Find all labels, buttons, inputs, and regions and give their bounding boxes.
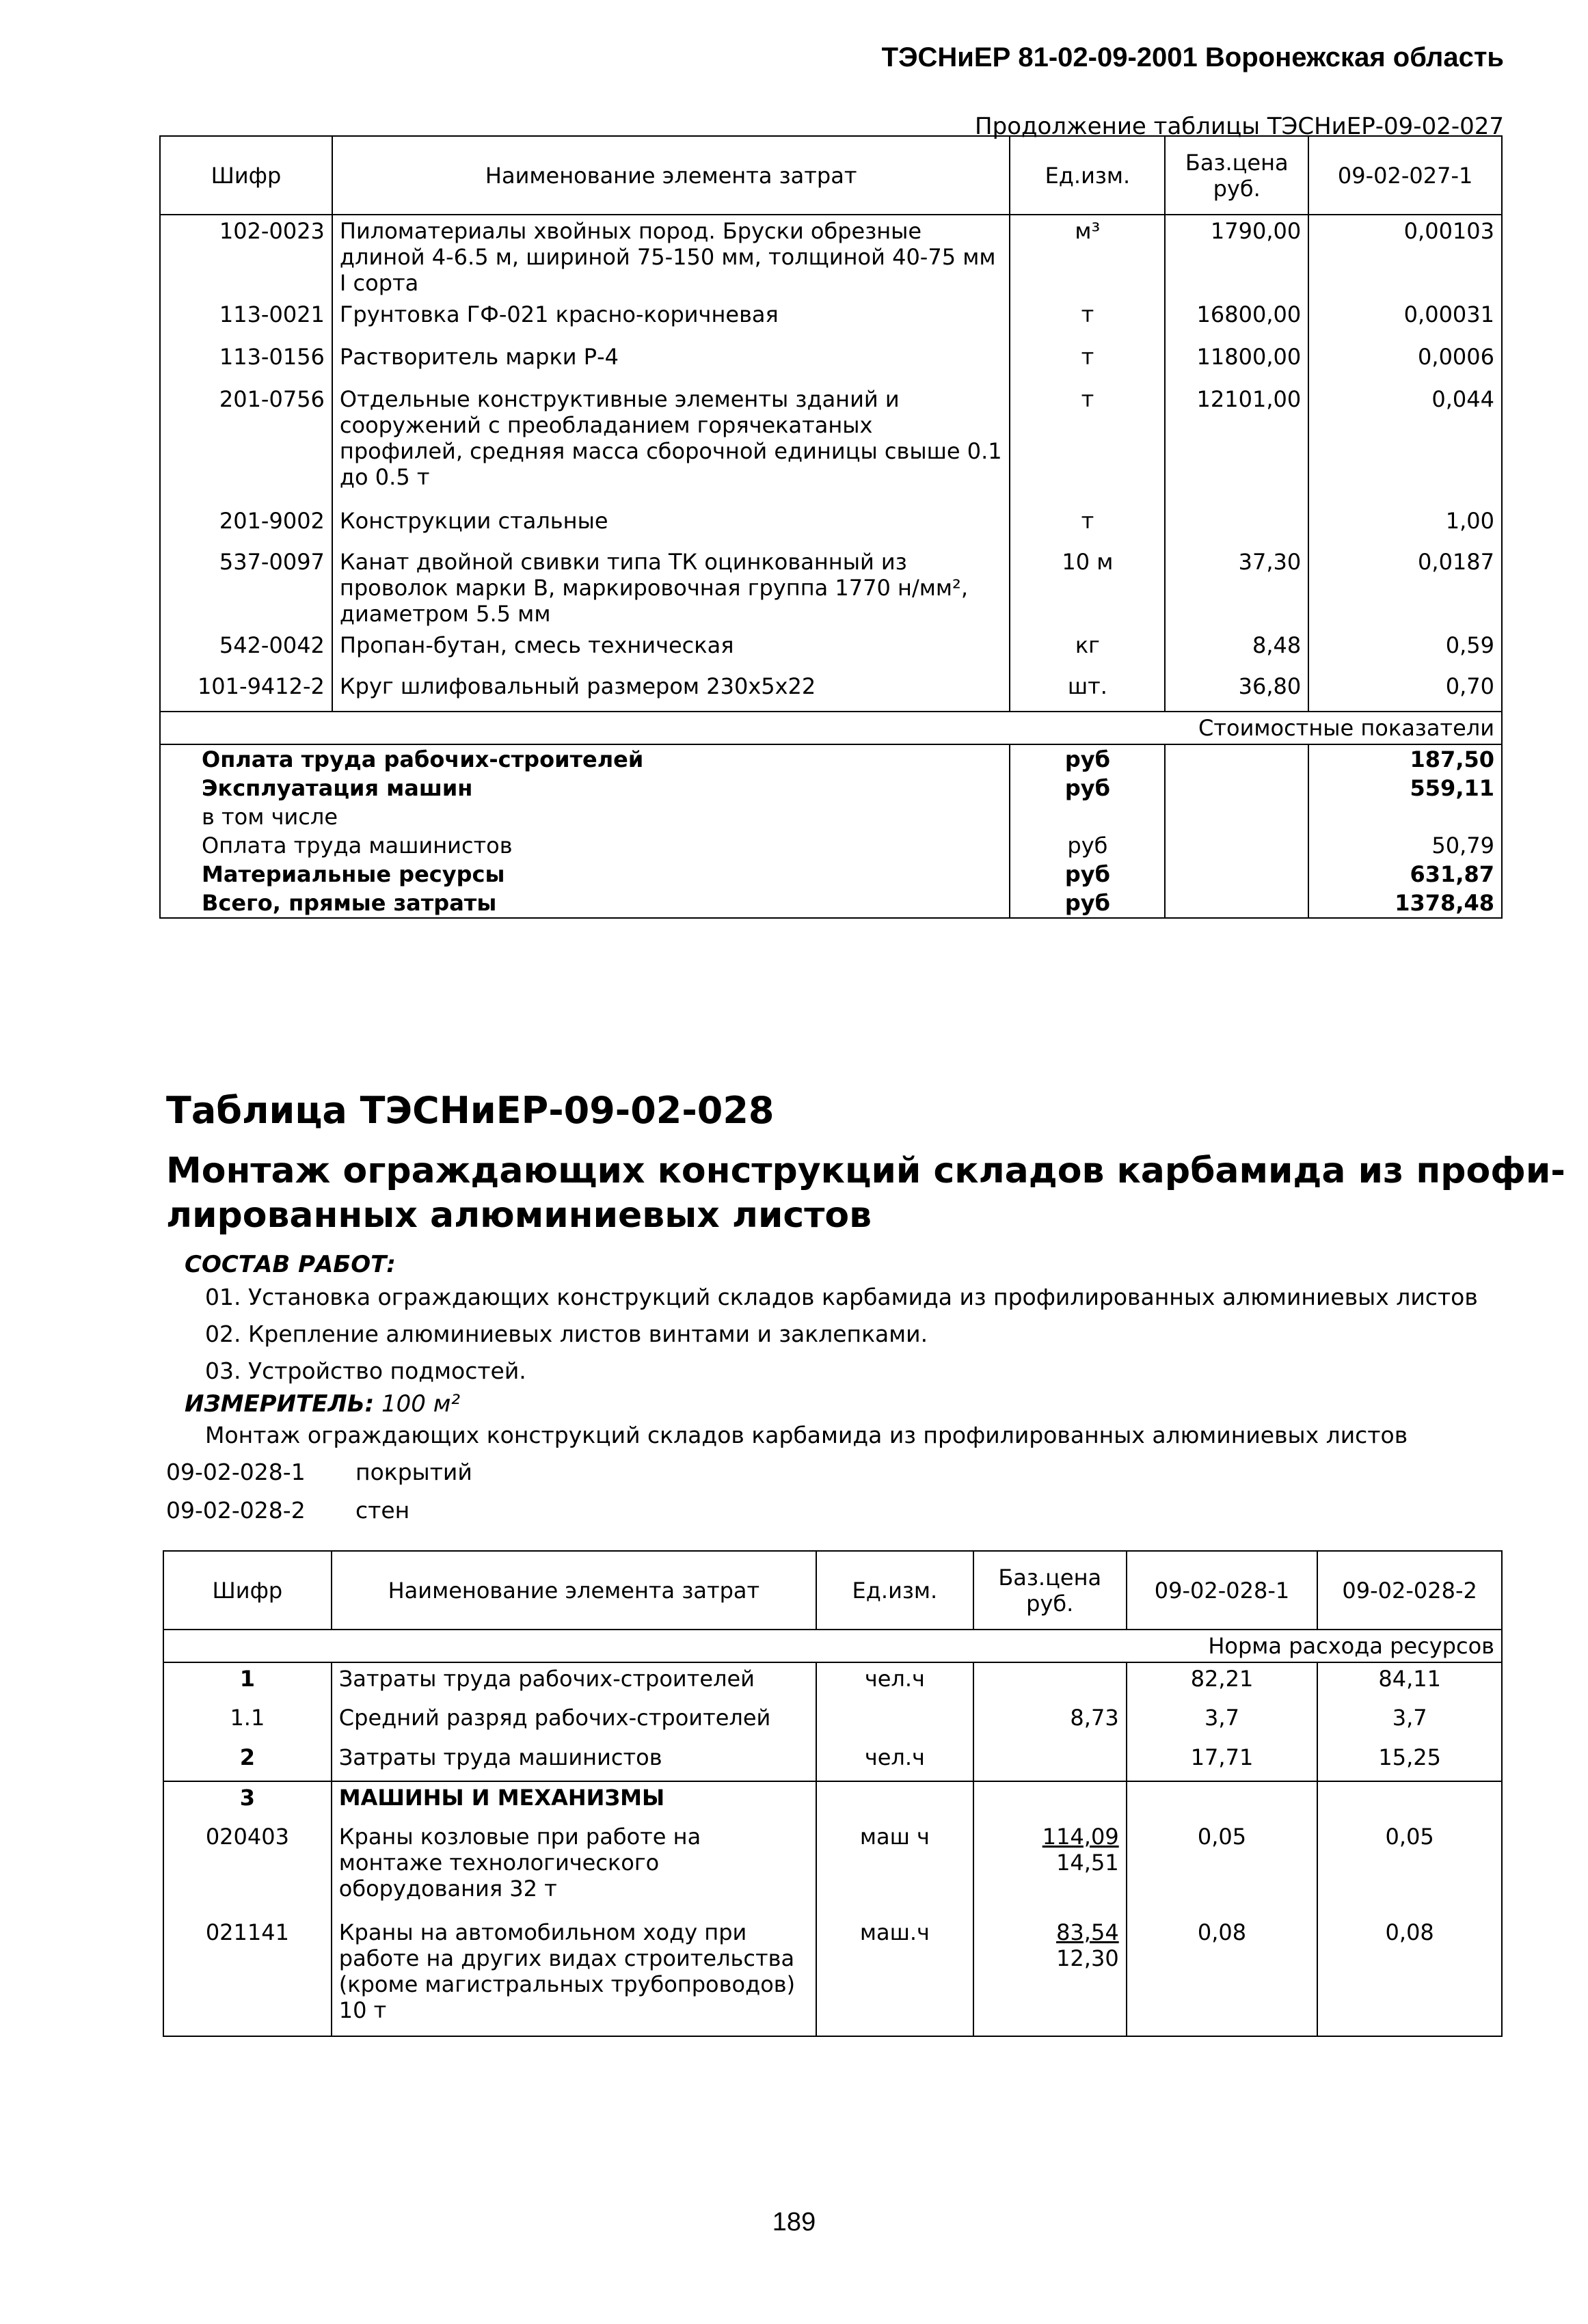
column-header: 09-02-028-2 (1317, 1551, 1502, 1630)
row-code: 1.1 (163, 1702, 332, 1742)
table-row (160, 546, 1502, 630)
row-unit: шт. (1010, 671, 1165, 712)
row-code: 101-9412-2 (160, 671, 332, 712)
row-code: 542-0042 (160, 630, 332, 671)
variant-name: стен (355, 1497, 410, 1524)
row-unit: м³ (1010, 215, 1165, 299)
row-code: 113-0156 (160, 341, 332, 383)
column-header: Шифр (160, 136, 332, 215)
row-value-1: 3,7 (1127, 1702, 1318, 1742)
row-price: 11800,00 (1165, 341, 1308, 383)
row-name: Конструкции стальные (332, 505, 1010, 546)
row-code: 021141 (163, 1917, 332, 2036)
row-unit: чел.ч (816, 1662, 973, 1702)
summary-label: в том числе (160, 802, 1010, 831)
row-price-labor: 12,30 (1056, 1945, 1119, 1971)
work-composition-label: СОСТАВ РАБОТ: (185, 1251, 396, 1278)
row-value-1: 82,21 (1127, 1662, 1318, 1702)
summary-label: Эксплуатация машин (160, 774, 1010, 802)
row-price: 8,48 (1165, 630, 1308, 671)
row-value-1: 0,05 (1127, 1821, 1318, 1917)
row-unit: маш.ч (816, 1917, 973, 2036)
row-name: Канат двойной свивки типа ТК оцинкованный из проволок марки В, маркировочная группа 1770 н/мм², диаметром 5.5 мм (332, 546, 1010, 630)
variant-name: покрытий (355, 1459, 472, 1485)
row-unit: т (1010, 505, 1165, 546)
row-value-2: 84,11 (1317, 1662, 1502, 1702)
table-row (160, 630, 1502, 671)
column-header: Наименование элемента затрат (332, 1551, 816, 1630)
continuation-caption: Продолжение таблицы ТЭСНиЕР-09-02-027 (975, 113, 1504, 140)
row-norm: 0,0006 (1308, 341, 1502, 383)
row-name: Отдельные конструктивные элементы зданий и сооружений с преобладанием горячекатаных профилей, средняя масса сборочной единицы свыше 0.1 до 0.5 т (332, 383, 1010, 505)
row-name: МАШИНЫ И МЕХАНИЗМЫ (332, 1781, 816, 1821)
row-norm: 0,00031 (1308, 299, 1502, 341)
summary-row (160, 831, 1502, 860)
variant-code: 09-02-028-1 (166, 1459, 306, 1485)
table-row (163, 1781, 1502, 1821)
row-code: 2 (163, 1742, 332, 1781)
row-value-2: 15,25 (1317, 1742, 1502, 1781)
section-title-line-2: лированных алюминиевых листов (166, 1195, 872, 1236)
summary-label: Материальные ресурсы (160, 860, 1010, 889)
summary-unit: руб (1010, 860, 1165, 889)
column-header: Баз.цена руб. (973, 1551, 1127, 1630)
row-price-cell (973, 1917, 1127, 2036)
work-item: 03. Устройство подмостей. (205, 1357, 526, 1384)
summary-unit: руб (1010, 889, 1165, 918)
cost-header-row (160, 712, 1502, 744)
row-norm: 0,70 (1308, 671, 1502, 712)
row-value-2: 0,05 (1317, 1821, 1502, 1917)
meter-value: 100 м² (381, 1390, 461, 1418)
table-row (163, 1917, 1502, 2036)
summary-unit: руб (1010, 831, 1165, 860)
row-price: 36,80 (1165, 671, 1308, 712)
summary-unit: руб (1010, 774, 1165, 802)
row-name: Затраты труда машинистов (332, 1742, 816, 1781)
row-price: 83,54 (1056, 1919, 1119, 1945)
meter-line (185, 1390, 460, 1418)
row-code: 201-0756 (160, 383, 332, 505)
table-row (160, 671, 1502, 712)
summary-label: Оплата труда машинистов (160, 831, 1010, 860)
summary-unit: руб (1010, 744, 1165, 774)
row-code: 113-0021 (160, 299, 332, 341)
row-norm: 0,00103 (1308, 215, 1502, 299)
summary-row (160, 744, 1502, 774)
summary-row (160, 774, 1502, 802)
row-name: Пропан-бутан, смесь техническая (332, 630, 1010, 671)
row-unit: чел.ч (816, 1742, 973, 1781)
row-code: 201-9002 (160, 505, 332, 546)
summary-row (160, 860, 1502, 889)
table-row (160, 505, 1502, 546)
row-norm: 0,044 (1308, 383, 1502, 505)
row-value-2: 0,08 (1317, 1917, 1502, 2036)
cost-indicators-header: Стоимостные показатели (1165, 712, 1502, 744)
table-row (160, 215, 1502, 299)
summary-value (1308, 802, 1502, 831)
row-code: 1 (163, 1662, 332, 1702)
row-name: Круг шлифовальный размером 230x5x22 (332, 671, 1010, 712)
variant-code: 09-02-028-2 (166, 1497, 306, 1524)
row-unit: 10 м (1010, 546, 1165, 630)
summary-label: Всего, прямые затраты (160, 889, 1010, 918)
table-row (163, 1742, 1502, 1781)
page-number: 189 (772, 2208, 816, 2237)
column-header: 09-02-027-1 (1308, 136, 1502, 215)
summary-unit (1010, 802, 1165, 831)
measure-description: Монтаж ограждающих конструкций складов карбамида из профилированных алюминиевых листов (205, 1422, 1408, 1448)
row-price: 12101,00 (1165, 383, 1308, 505)
resources-table-027 (159, 135, 1503, 919)
row-code: 102-0023 (160, 215, 332, 299)
row-norm: 0,59 (1308, 630, 1502, 671)
row-norm: 0,0187 (1308, 546, 1502, 630)
summary-label: Оплата труда рабочих-строителей (160, 744, 1010, 774)
row-price: 37,30 (1165, 546, 1308, 630)
table-title: Таблица ТЭСНиЕР-09-02-028 (166, 1089, 775, 1132)
row-price (973, 1742, 1127, 1781)
summary-row (160, 889, 1502, 918)
row-name: Пиломатериалы хвойных пород. Бруски обрезные длиной 4-6.5 м, шириной 75-150 мм, толщиной 40-75 мм I сорта (332, 215, 1010, 299)
row-unit: кг (1010, 630, 1165, 671)
row-name: Грунтовка ГФ-021 красно-коричневая (332, 299, 1010, 341)
row-unit: маш ч (816, 1821, 973, 1917)
summary-value: 1378,48 (1308, 889, 1502, 918)
table-row (160, 299, 1502, 341)
row-name: Затраты труда рабочих-строителей (332, 1662, 816, 1702)
row-value-1: 0,08 (1127, 1917, 1318, 2036)
table-row (160, 341, 1502, 383)
row-value-1: 17,71 (1127, 1742, 1318, 1781)
work-item: 02. Крепление алюминиевых листов винтами и заклепками. (205, 1321, 928, 1347)
table-row (163, 1702, 1502, 1742)
row-unit: т (1010, 383, 1165, 505)
table-header-row (160, 136, 1502, 215)
column-header: 09-02-028-1 (1127, 1551, 1318, 1630)
row-code: 537-0097 (160, 546, 332, 630)
row-code: 3 (163, 1781, 332, 1821)
row-value-2: 3,7 (1317, 1702, 1502, 1742)
row-price: 1790,00 (1165, 215, 1308, 299)
row-name: Краны на автомобильном ходу при работе на других видах строительства (кроме магистральных трубопроводов) 10 т (332, 1917, 816, 2036)
row-unit: т (1010, 341, 1165, 383)
summary-value: 50,79 (1308, 831, 1502, 860)
resources-table-028 (163, 1550, 1503, 2037)
row-price: 8,73 (973, 1702, 1127, 1742)
column-header: Шифр (163, 1551, 332, 1630)
column-header: Наименование элемента затрат (332, 136, 1010, 215)
table-header-row (163, 1551, 1502, 1630)
section-title-line-1: Монтаж ограждающих конструкций складов карбамида из профи- (166, 1150, 1565, 1191)
row-price (1165, 505, 1308, 546)
meter-label: ИЗМЕРИТЕЛЬ: (185, 1390, 375, 1418)
summary-value: 187,50 (1308, 744, 1502, 774)
row-unit: т (1010, 299, 1165, 341)
column-header: Ед.изм. (1010, 136, 1165, 215)
row-name: Средний разряд рабочих-строителей (332, 1702, 816, 1742)
row-name: Краны козловые при работе на монтаже технологического оборудования 32 т (332, 1821, 816, 1917)
norm-header-row (163, 1630, 1502, 1662)
row-norm: 1,00 (1308, 505, 1502, 546)
row-unit (816, 1702, 973, 1742)
column-header: Ед.изм. (816, 1551, 973, 1630)
work-item: 01. Установка ограждающих конструкций складов карбамида из профилированных алюминиевых листов (205, 1284, 1478, 1310)
table-row (163, 1662, 1502, 1702)
row-price (973, 1662, 1127, 1702)
table-row (160, 383, 1502, 505)
row-price: 16800,00 (1165, 299, 1308, 341)
running-header: ТЭСНиЕР 81-02-09-2001 Воронежская область (881, 42, 1504, 72)
row-price: 114,09 (1042, 1824, 1119, 1850)
summary-value: 631,87 (1308, 860, 1502, 889)
summary-row (160, 802, 1502, 831)
row-code: 020403 (163, 1821, 332, 1917)
summary-value: 559,11 (1308, 774, 1502, 802)
norm-header: Норма расхода ресурсов (1127, 1630, 1502, 1662)
column-header: Баз.цена руб. (1165, 136, 1308, 215)
row-name: Растворитель марки Р-4 (332, 341, 1010, 383)
row-price-cell (973, 1821, 1127, 1917)
table-row (163, 1821, 1502, 1917)
row-price-labor: 14,51 (1056, 1850, 1119, 1876)
